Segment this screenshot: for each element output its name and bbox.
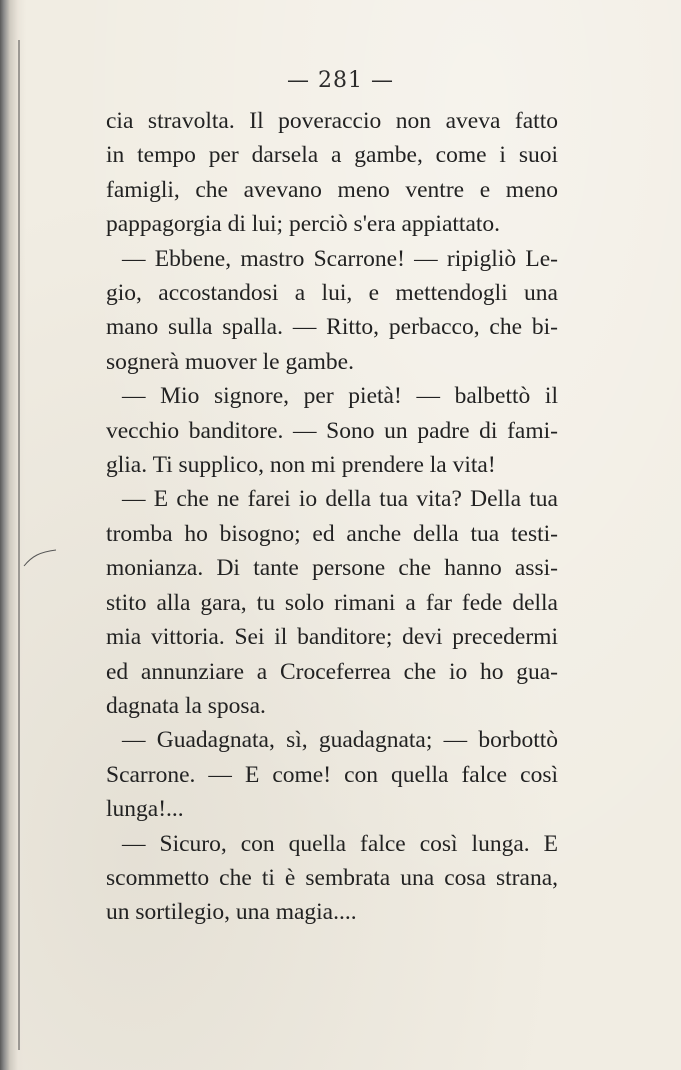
page-spine-shadow <box>0 0 26 1070</box>
text-line: stito alla gara, tu solo rimani a far fede della <box>106 589 558 616</box>
text-line: un sortilegio, una magia.... <box>106 899 357 926</box>
text-line: tromba ho bisogno; ed anche della tua testi- <box>106 520 558 547</box>
text-line: ed annunziare a Croceferrea che io ho gua- <box>106 658 558 685</box>
text-line: glia. Ti supplico, non mi prendere la vita! <box>106 452 496 479</box>
text-line: mia vittoria. Sei il banditore; devi precedermi <box>106 624 558 651</box>
body-text <box>106 104 558 930</box>
text-line: — E che ne farei io della tua vita? Della tua <box>122 486 558 513</box>
text-line: monianza. Di tante persone che hanno assi- <box>106 555 558 582</box>
text-line: — Ebbene, mastro Scarrone! — ripigliò Le- <box>122 245 558 272</box>
text-line: lunga!... <box>106 796 184 823</box>
text-line: Scarrone. — E come! con quella falce così <box>106 761 558 788</box>
text-line: dagnata la sposa. <box>106 692 266 719</box>
text-line: — Mio signore, per pietà! — balbettò il <box>122 383 558 410</box>
text-line: — Guadagnata, sì, guadagnata; — borbottò <box>122 727 558 754</box>
text-line: in tempo per darsela a gambe, come i suoi <box>106 142 558 169</box>
text-line: mano sulla spalla. — Ritto, perbacco, che bi- <box>106 314 558 341</box>
margin-pencil-mark <box>22 548 58 568</box>
text-line: vecchio banditore. — Sono un padre di fami- <box>106 417 558 444</box>
page-number: — 281 — <box>287 68 394 93</box>
text-line: cia stravolta. Il poveraccio non aveva fatto <box>106 108 558 134</box>
text-line: gio, accostandosi a lui, e mettendogli una <box>106 280 558 307</box>
text-line: sognerà muover le gambe. <box>106 348 354 375</box>
text-line: pappagorgia di lui; perciò s'era appiattato. <box>106 211 501 238</box>
text-line: scommetto che ti è sembrata una cosa strana, <box>106 864 558 891</box>
page-edge-line <box>18 40 20 1050</box>
text-line: — Sicuro, con quella falce così lunga. E <box>122 830 558 857</box>
text-line: famigli, che avevano meno ventre e meno <box>106 176 558 203</box>
